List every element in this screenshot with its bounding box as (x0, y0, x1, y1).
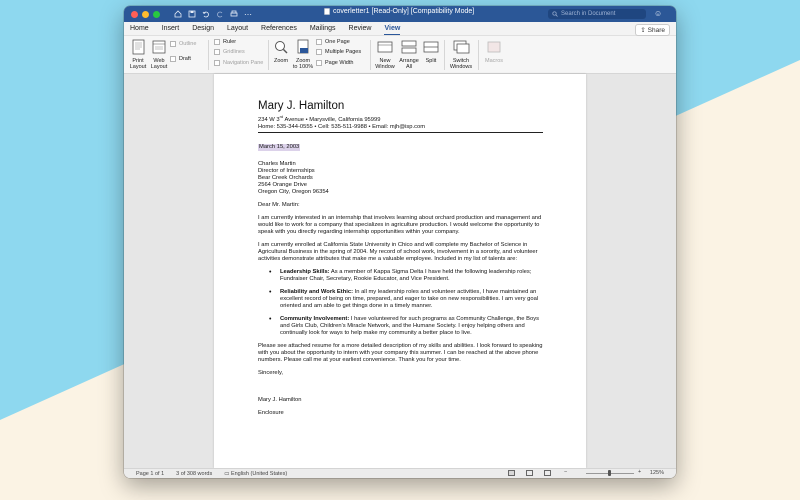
one-page-button[interactable] (316, 39, 350, 45)
letter-date: March 15, 2003 (259, 143, 300, 150)
recipient-company: Bear Creek Orchards (258, 174, 313, 181)
web-layout-view-icon[interactable] (526, 470, 533, 476)
arrange-all-icon (401, 39, 417, 55)
outline-button[interactable] (170, 41, 196, 47)
bullet-heading: Community Involvement: (280, 315, 350, 322)
minimize-button[interactable] (142, 11, 149, 18)
language-label: English (United States) (230, 470, 288, 477)
document-title-text: coverletter1 [Read-Only] [Compatibility Mode] (333, 8, 475, 15)
focus-view-icon[interactable] (544, 470, 551, 476)
search-placeholder: Search in Document (561, 11, 616, 17)
gridlines-check-icon (214, 49, 220, 55)
language-status[interactable] (224, 471, 287, 477)
ruler-checkbox[interactable] (214, 39, 236, 45)
page-count[interactable]: Page 1 of 1 (136, 470, 165, 477)
split-icon (423, 39, 439, 55)
arrange-all-button[interactable] (398, 39, 420, 70)
arrange-all-label-2: All (405, 64, 413, 70)
new-window-icon (377, 39, 393, 55)
ruler-check-icon (214, 39, 220, 45)
new-window-label-1: New (379, 58, 391, 64)
multiple-pages-label: Multiple Pages (325, 49, 362, 55)
bullet-heading: Leadership Skills: (280, 268, 330, 275)
macros-icon (486, 39, 502, 55)
address-superscript: rd (279, 114, 284, 119)
switch-windows-icon (452, 39, 470, 55)
ribbon-tabs (124, 22, 676, 36)
paragraph-2: I am currently enrolled at California State University in Chico and will complete my Bachelor of Science in Agricultural Business in the spring of 2004. My record of school work, involvement in a sorority, and volunteer activities demonstrate attributes that make me a valuable employee. Included in my list of talents are: (258, 241, 538, 262)
recipient-name: Charles Martin (258, 160, 296, 167)
tab-view[interactable]: View (384, 23, 400, 35)
zoom-out-icon[interactable]: − (564, 469, 568, 475)
new-window-label-2: Window (375, 64, 395, 70)
ribbon-separator (208, 40, 209, 70)
home-icon[interactable] (174, 10, 182, 18)
tab-insert[interactable]: Insert (161, 25, 180, 32)
recipient-city: Oregon City, Oregon 96354 (258, 188, 329, 195)
print-layout-label-2: Layout (129, 64, 147, 70)
bullet-heading: Reliability and Work Ethic: (280, 288, 354, 295)
navigation-pane-check-icon (214, 60, 220, 66)
gridlines-label: Gridlines (223, 49, 245, 55)
paragraph-3: Please see attached resume for a more detailed description of my skills and abilities. I look forward to speaking with you about the opportunity to intern with your company this summer. I can be reached at the above phone numbers. Please call me at your earliest convenience. Thank you for your time. (258, 342, 543, 363)
web-layout-label-1: Web (153, 58, 165, 64)
page-width-button[interactable] (316, 60, 353, 66)
recipient-street: 2564 Orange Drive (258, 181, 307, 188)
salutation: Dear Mr. Martin: (258, 201, 300, 208)
search-icon (552, 11, 558, 17)
zoom-100-icon (296, 39, 310, 55)
bullet-text: In all my leadership roles and volunteer activities, I have maintained an excellent record of being on time, prepared, and eager to take on new responsibilities. I am very goal oriented and am able to get things done in a timely manner. (280, 288, 539, 309)
close-button[interactable] (131, 11, 138, 18)
list-item (269, 269, 543, 283)
share-icon: ⇪ (640, 27, 646, 34)
zoom-100-label-2: to 100% (292, 64, 314, 70)
letter-contact: Home: 535-344-0555 • Cell: 535-511-9988 • Email: mjh@isp.com (258, 123, 426, 130)
tab-home[interactable]: Home (130, 25, 149, 32)
tab-design[interactable]: Design (192, 25, 214, 32)
share-label: Share (647, 27, 665, 34)
web-layout-button[interactable] (149, 39, 169, 70)
zoom-magnifier-icon (274, 39, 288, 55)
gridlines-checkbox[interactable] (214, 49, 245, 55)
talents-list (269, 269, 543, 337)
print-layout-view-icon[interactable] (508, 470, 515, 476)
outline-label: Outline (179, 41, 197, 47)
outline-icon (170, 41, 176, 47)
fullscreen-button[interactable] (153, 11, 160, 18)
ruler-label: Ruler (223, 39, 237, 45)
new-window-button[interactable] (374, 39, 396, 70)
macros-label: Macros (484, 58, 504, 64)
print-layout-button[interactable] (128, 39, 148, 70)
draft-button[interactable] (170, 56, 191, 62)
page-width-icon (316, 60, 322, 66)
traffic-lights (131, 11, 160, 18)
zoom-100-button[interactable] (292, 39, 314, 70)
document-icon (324, 8, 330, 15)
tab-layout[interactable]: Layout (227, 25, 249, 32)
save-icon[interactable] (188, 10, 196, 18)
ribbon-view (124, 36, 676, 74)
redo-icon[interactable] (216, 10, 224, 18)
proofing-icon: ▭ (224, 470, 230, 477)
bullet-text: As a member of Kappa Sigma Delta I have held the following leadership roles; Fundraiser Chair, Secretary, Rookie Educator, and Vice President. (280, 268, 532, 282)
zoom-in-icon[interactable]: + (638, 469, 642, 475)
search-input[interactable] (548, 9, 646, 19)
title-bar (124, 6, 676, 22)
print-layout-label-1: Print (132, 58, 144, 64)
tab-references[interactable]: References (261, 25, 297, 32)
ribbon-separator (268, 40, 269, 70)
navigation-pane-checkbox[interactable] (214, 60, 263, 66)
switch-windows-label-1: Switch (452, 58, 470, 64)
closing: Sincerely, (258, 369, 284, 376)
navigation-pane-label: Navigation Pane (223, 60, 264, 66)
ribbon-separator (370, 40, 371, 70)
ribbon-separator (444, 40, 445, 70)
zoom-slider-handle[interactable] (608, 470, 611, 476)
recipient-title: Director of Internships (258, 167, 315, 174)
bullet-text: I have volunteered for such programs as Community Challenge, the Boys and Girls Club, Children’s Miracle Network, and the Humane Society. I enjoy helping others and continually look for ways to help make my community a better place to live. (280, 315, 540, 336)
draft-icon (170, 56, 176, 62)
letter-name: Mary J. Hamilton (258, 100, 345, 112)
web-layout-label-2: Layout (150, 64, 168, 70)
print-icon[interactable] (230, 10, 238, 18)
tab-mailings[interactable]: Mailings (309, 25, 336, 32)
document-title (324, 8, 474, 15)
quick-access-toolbar (174, 10, 252, 19)
address-suffix: Avenue • Marysville, California 95999 (283, 116, 381, 123)
word-count[interactable]: 3 of 308 words (176, 470, 213, 477)
multiple-pages-icon (316, 49, 322, 55)
enclosure: Enclosure (258, 409, 284, 416)
document-canvas[interactable] (124, 74, 676, 468)
address-prefix: 234 W 3 (258, 116, 280, 123)
switch-windows-label-2: Windows (449, 64, 473, 70)
multiple-pages-button[interactable] (316, 49, 361, 55)
paragraph-1: I am currently interested in an internship that involves learning about orchard production and management and would like to work for a company that specializes in agriculture production. I would welcome the opportunity to speak with you directly regarding internship opportunities within your company. (258, 214, 542, 235)
feedback-smiley-icon[interactable]: ☺ (654, 9, 663, 18)
arrange-all-label-1: Arrange (399, 58, 419, 64)
cover-letter (258, 100, 543, 417)
zoom-label: Zoom (273, 58, 289, 64)
split-label: Split (425, 58, 437, 64)
ribbon-separator (478, 40, 479, 70)
draft-label: Draft (179, 56, 191, 62)
document-page[interactable] (214, 74, 586, 468)
list-item (269, 289, 543, 310)
zoom-level[interactable]: 125% (649, 470, 664, 476)
web-layout-icon (152, 39, 166, 55)
word-window (124, 6, 676, 478)
split-button[interactable] (422, 39, 440, 64)
signature-name: Mary J. Hamilton (258, 396, 302, 403)
share-button[interactable] (635, 24, 670, 36)
one-page-icon (316, 39, 322, 45)
more-icon[interactable]: ⋯ (244, 9, 252, 19)
page-width-label: Page Width (325, 60, 354, 66)
print-layout-icon (132, 39, 145, 55)
status-bar (124, 468, 676, 478)
list-item (269, 316, 543, 337)
zoom-100-label-1: Zoom (295, 58, 311, 64)
macros-button[interactable] (482, 39, 506, 64)
switch-windows-button[interactable] (448, 39, 474, 70)
letter-address (258, 113, 543, 124)
one-page-label: One Page (325, 39, 350, 45)
tab-review[interactable]: Review (348, 25, 372, 32)
undo-icon[interactable] (202, 10, 210, 18)
zoom-button[interactable] (272, 39, 290, 64)
